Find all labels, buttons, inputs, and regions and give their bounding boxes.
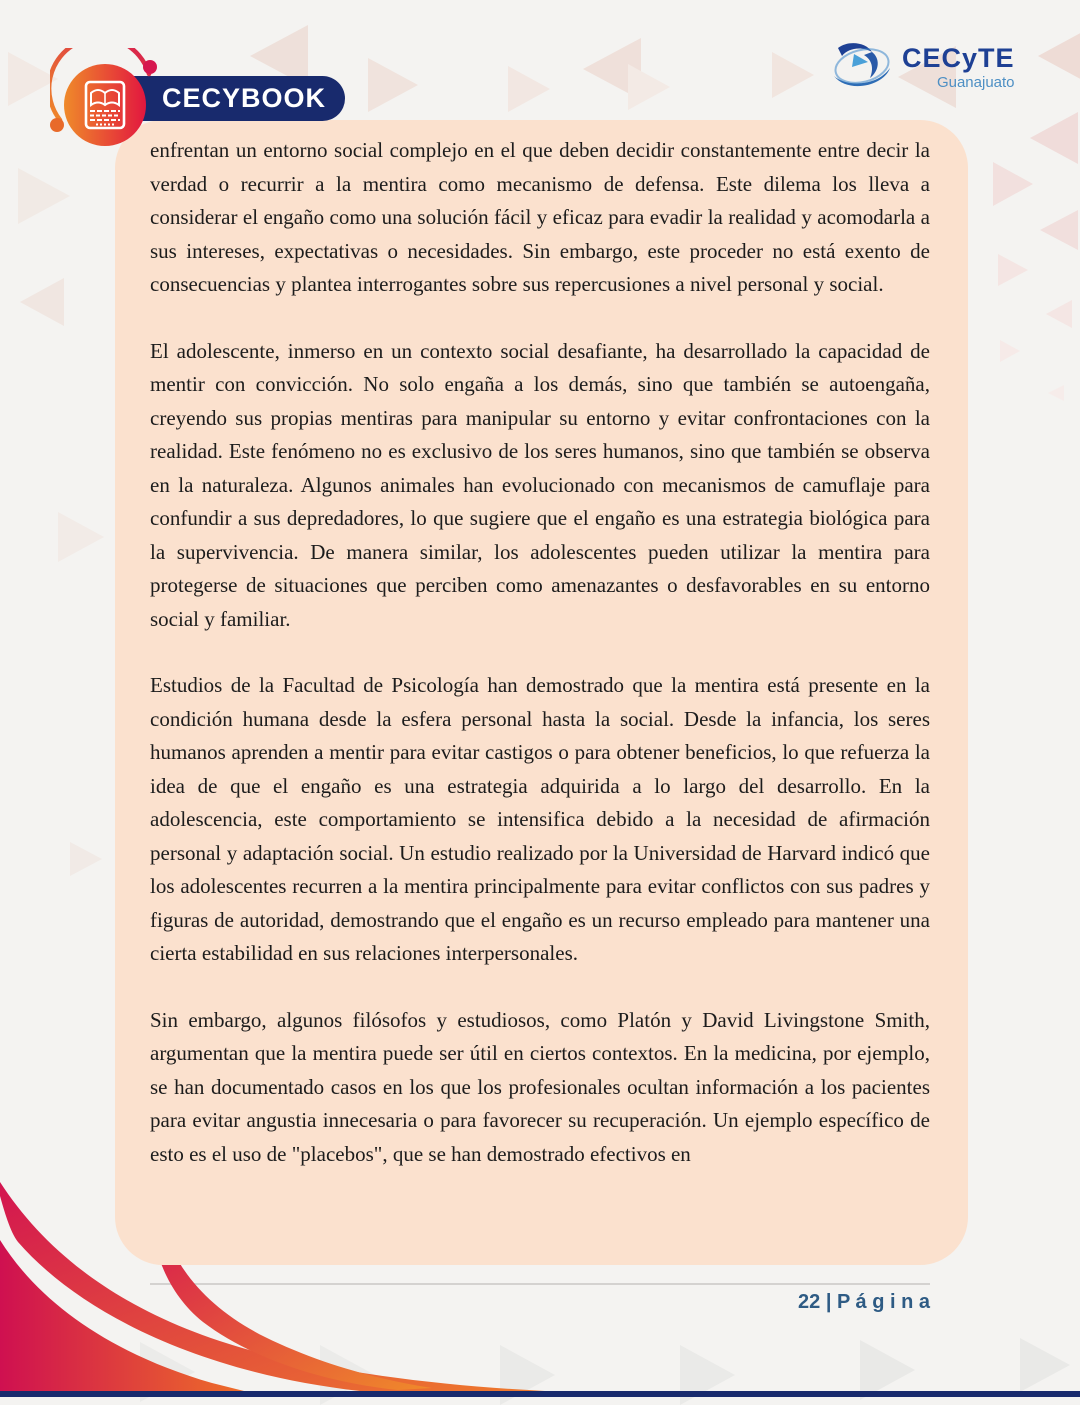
paragraph-4: Sin embargo, algunos filósofos y estudiosos, como Platón y David Livingstone Smith, argumentan que la mentira puede ser útil en ciertos contextos. En la medicina, por ejemplo, se han documentado casos en los que los profesionales ocultan información a los pacientes para evitar angustia innecesaria o para favorecer su recuperación. Un ejemplo específico de esto es el uso de "placebos", que se han demostrado efectivos en [150, 1007, 930, 1166]
institution-location: Guanajuato [936, 73, 1015, 91]
triangle-decoration [993, 162, 1033, 206]
triangle-decoration [1030, 112, 1078, 164]
triangle-decoration [58, 512, 104, 562]
triangle-decoration [1046, 300, 1072, 328]
institution-name: CECyTE [902, 42, 1015, 73]
brand-name: CECYBOOK [161, 83, 326, 113]
triangle-decoration [998, 254, 1028, 286]
orbit-swoosh-icon [832, 40, 896, 94]
triangle-decoration [1020, 1338, 1070, 1392]
triangle-decoration [1000, 340, 1020, 362]
triangle-decoration [368, 58, 418, 112]
bottom-accent-bar [0, 1391, 1080, 1397]
triangle-decoration [1048, 385, 1064, 401]
triangle-decoration [18, 168, 70, 224]
triangle-decoration [772, 52, 814, 98]
triangle-decoration [1040, 210, 1078, 250]
triangle-decoration [628, 64, 670, 110]
triangle-decoration [508, 66, 550, 112]
triangle-decoration [70, 842, 102, 876]
paragraph-1: enfrentan un entorno social complejo en el que deben decidir constantemente entre decir la verdad o recurrir a la mentira como mecanismo de defensa. Este dilema los lleva a considerar el engaño como una solución fácil y eficaz para evadir la realidad y acomodarla a sus intereses, expectativas o necesidades. Sin embargo, este proceder no está exento de consecuencias y plantea interrogantes sobre sus repercusiones a nivel personal y social. [150, 138, 930, 296]
triangle-decoration [20, 278, 64, 326]
triangle-decoration [1038, 30, 1080, 82]
content-panel [115, 120, 968, 1265]
open-book-icon [50, 48, 160, 160]
page-number: 22 | P á g i n a [798, 1291, 930, 1313]
paragraph-3: Estudios de la Facultad de Psicología han demostrado que la mentira está presente en la condición humana desde la esfera personal hasta la social. Desde la infancia, los seres humanos aprenden a mentir para evitar castigos o para obtener beneficios, lo que refuerza la idea de que el engaño es una estrategia adquirida a lo largo del desarrollo. En la adolescencia, este comportamiento se intensifica debido a la necesidad de afirmación personal y adaptación social. Un estudio realizado por la Universidad de Harvard indicó que los adolescentes recurren a la mentira principalmente para evitar conflictos con sus padres y figuras de autoridad, demostrando que el engaño es un recurso empleado para mantener una cierta estabilidad en sus relaciones interpersonales. [150, 673, 930, 965]
institution-logo [832, 36, 1032, 98]
paragraph-2: El adolescente, inmerso en un contexto social desafiante, ha desarrollado la capacidad de mentir con convicción. No solo engaña a los demás, sino que también se autoengaña, creyendo sus propias mentiras para manipular su entorno y evitar confrontaciones con la realidad. Este fenómeno no es exclusivo de los seres humanos, sino que también se observa en la naturaleza. Algunos animales han evolucionado con mecanismos de camuflaje para confundir a sus depredadores, lo que sugiere que el engaño es una estrategia biológica para la supervivencia. De manera similar, los adolescentes pueden utilizar la mentira para protegerse de situaciones que perciben como amenazantes o desfavorables en su entorno social y familiar. [150, 338, 930, 631]
